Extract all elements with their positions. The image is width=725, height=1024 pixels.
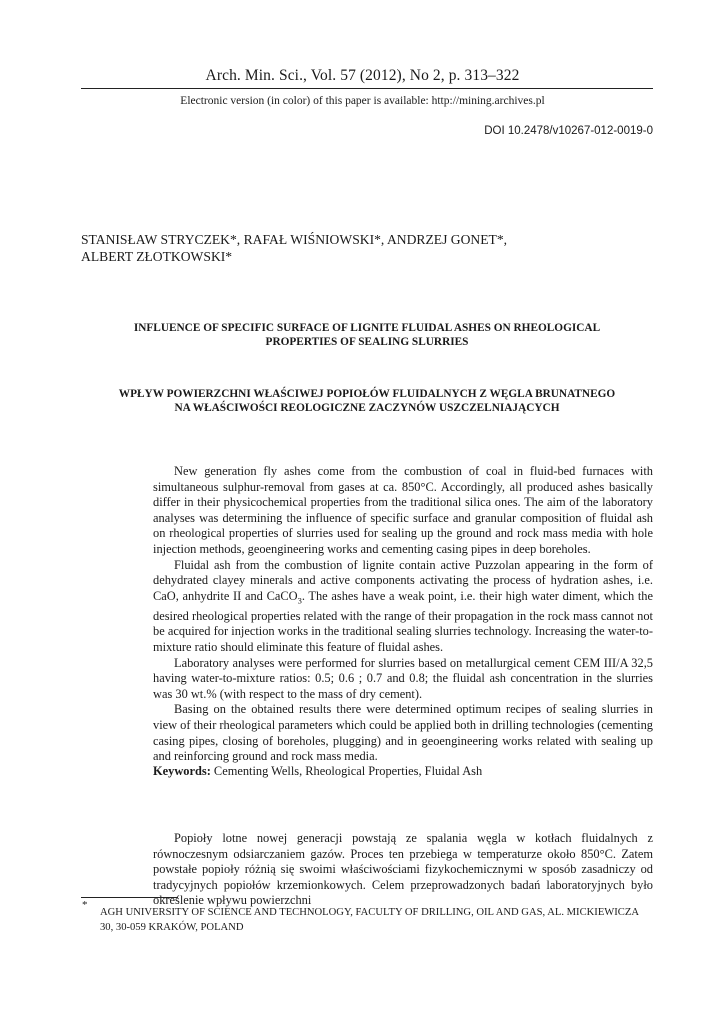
keywords-label: Keywords: — [153, 764, 211, 778]
footnote-mark: * — [82, 899, 88, 911]
author-line: STANISŁAW STRYCZEK*, RAFAŁ WIŚNIOWSKI*, ANDRZEJ GONET*, — [81, 232, 508, 247]
doi: DOI 10.2478/v10267-012-0019-0 — [484, 125, 653, 137]
abstract-paragraph — [153, 558, 653, 656]
title-polish — [81, 387, 653, 415]
title-line: WPŁYW POWIERZCHNI WŁAŚCIWEJ POPIOŁÓW FLUIDALNYCH Z WĘGLA BRUNATNEGO — [118, 388, 616, 400]
abstract — [153, 464, 653, 765]
title-english — [81, 321, 653, 349]
keywords — [153, 764, 653, 779]
electronic-version-note: Electronic version (in color) of this paper is available: http://mining.archives.pl — [180, 95, 545, 107]
abstract-paragraph: Basing on the obtained results there were determined optimum recipes of sealing slurries in view of their rheological parameters which could be applied both in drilling technologies (cementing casing pipes, closing of boreholes, plugging) and in geoengineering works related with sealing up and reinforcing ground and rock mass media. — [153, 702, 653, 764]
title-line: INFLUENCE OF SPECIFIC SURFACE OF LIGNITE FLUIDAL ASHES ON RHEOLOGICAL — [133, 322, 601, 334]
affiliation-footnote: AGH UNIVERSITY OF SCIENCE AND TECHNOLOGY, FACULTY OF DRILLING, OIL AND GAS, AL. MICKIEWICZA 30, 30-059 KRAKÓW, POLAND — [100, 907, 639, 933]
footnote-rule — [81, 897, 178, 898]
journal-reference: Arch. Min. Sci., Vol. 57 (2012), No 2, p. 313–322 — [205, 67, 520, 84]
body-text — [153, 831, 653, 909]
subscript: 3 — [297, 595, 302, 606]
author-line: ALBERT ZŁOTKOWSKI* — [81, 249, 233, 264]
header-rule — [81, 88, 653, 89]
title-line: NA WŁAŚCIWOŚCI REOLOGICZNE ZACZYNÓW USZCZELNIAJĄCYCH — [174, 402, 560, 414]
abstract-paragraph: New generation fly ashes come from the combustion of coal in fluid-bed furnaces with simultaneous sulphur-removal from gases at ca. 850°C. Accordingly, all produced ashes basically differ in their physicochemical properties from the traditional silica ones. The aim of the laboratory analyses was determining the influence of specific surface and granular composition of fluidal ash on rheological properties of slurries used for sealing up the ground and rock mass media with hole injection methods, geoengineering works and cementing casing pipes in deep boreholes. — [153, 464, 653, 556]
abstract-text: Fluidal ash from the combustion of lignite contain active Puzzolan appearing in the form of dehydrated clayey minerals and active components activating the process of hydration ashes, i.e. CaO, anhydrite II and CaCO — [153, 557, 653, 603]
author-list — [81, 231, 653, 265]
abstract-paragraph: Laboratory analyses were performed for slurries based on metallurgical cement CEM III/A 32,5 having water-to-mixture ratios: 0.5; 0.6 ; 0.7 and 0.8; the fluidal ash concentration in the slurries was 30 wt.% (with respect to the mass of dry cement). — [153, 655, 653, 701]
body-paragraph: Popioły lotne nowej generacji powstają ze spalania węgla w kotłach fluidalnych z równoczesnym odsiarczaniem gazów. Proces ten przebiega w temperaturze około 850°C. Zatem powstałe popioły różnią się swoimi właściwościami fizykochemicznymi w sposób zasadniczy od tradycyjnych popiołów krzemionkowych. Celem przeprowadzonych badań laboratoryjnych było określenie wpływu powierzchni — [153, 831, 653, 908]
abstract-text: . The ashes have a weak point, i.e. their high water diment, which the desired rheological properties related with the range of their propagation in the rock mass cannot not be acquired for injection works in the traditional sealing slurries technology. Increasing the water-to-mixture ratio should eliminate this feature of fluidal ashes. — [153, 588, 653, 654]
keywords-text: Cementing Wells, Rheological Properties, Fluidal Ash — [210, 764, 483, 778]
title-line: PROPERTIES OF SEALING SLURRIES — [265, 336, 469, 348]
